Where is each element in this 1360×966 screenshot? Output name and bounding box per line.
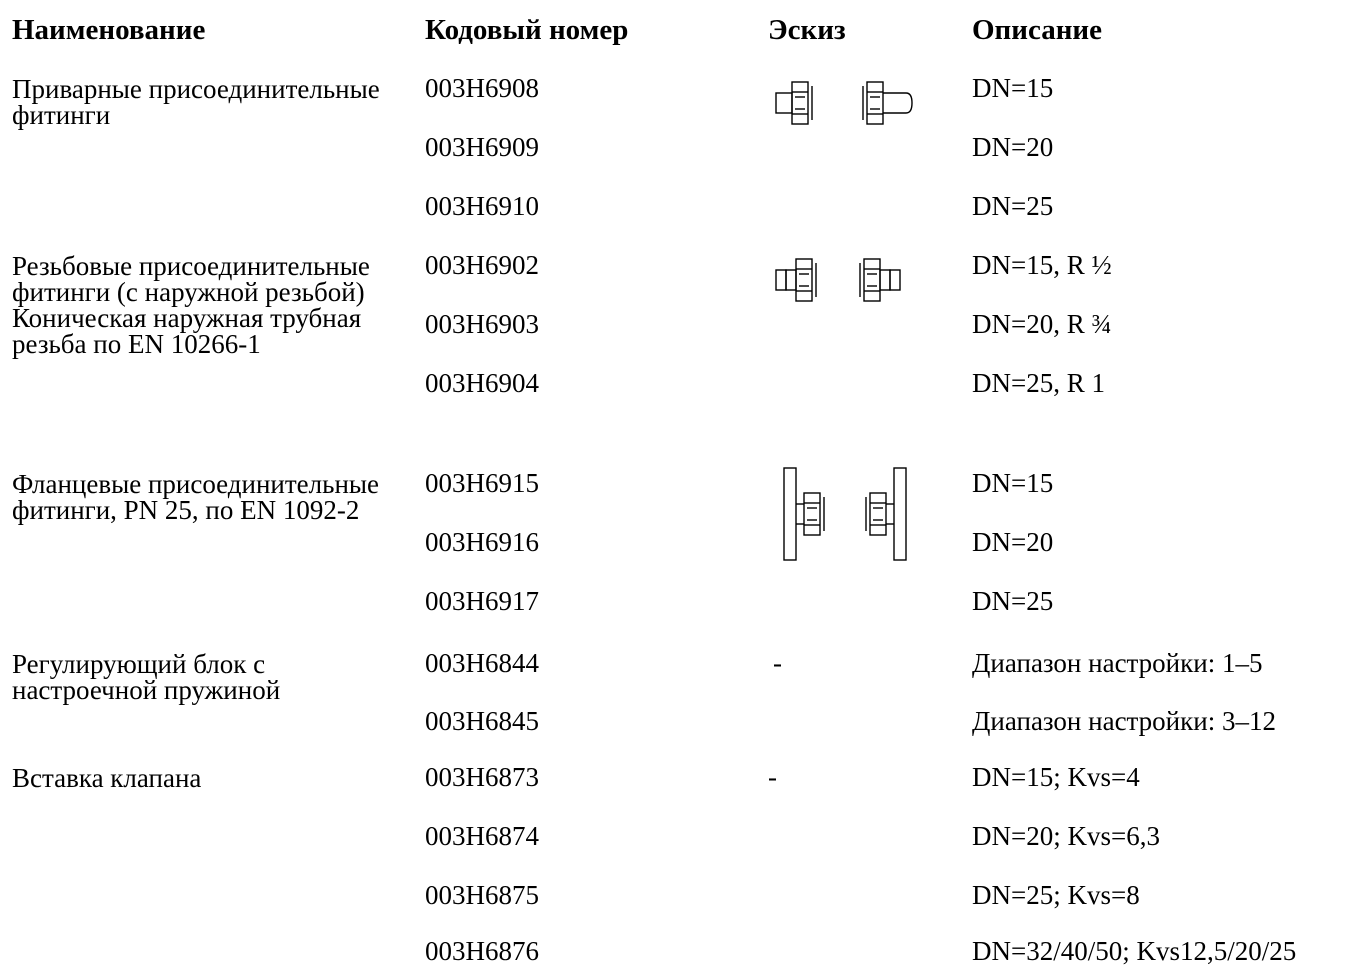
description-cell: DN=20 <box>972 132 1054 162</box>
description-cell: DN=32/40/50; Kvs12,5/20/25 <box>972 936 1297 966</box>
code-cell: 003H6844 <box>425 648 539 678</box>
description-cell: DN=15 <box>972 468 1054 498</box>
group-name-threaded-fittings: Резьбовые присоединительные фитинги (с наружной резьбой) Коническая наружная трубная резьба по EN 10266-1 <box>12 251 370 359</box>
header-description: Описание <box>972 14 1102 46</box>
code-cell: 003H6874 <box>425 821 539 851</box>
group-name-weld-fittings: Приварные присоединительные фитинги <box>12 74 380 130</box>
code-cell: 003H6903 <box>425 309 539 339</box>
header-code: Кодовый номер <box>425 14 629 46</box>
description-cell: DN=20; Kvs=6,3 <box>972 821 1160 851</box>
threaded-fitting-icon <box>770 255 920 307</box>
weld-fitting-icon <box>770 78 920 130</box>
code-cell: 003H6876 <box>425 936 539 966</box>
header-sketch: Эскиз <box>768 14 846 46</box>
description-cell: DN=20, R ¾ <box>972 309 1112 339</box>
header-name: Наименование <box>12 14 206 46</box>
code-cell: 003H6902 <box>425 250 539 280</box>
group-name-valve-insert: Вставка клапана <box>12 763 202 793</box>
description-cell: DN=25 <box>972 586 1054 616</box>
code-cell: 003H6875 <box>425 880 539 910</box>
group-name-regulating-block: Регулирующий блок с настроечной пружиной <box>12 649 281 705</box>
code-cell: 003H6909 <box>425 132 539 162</box>
description-cell: Диапазон настройки: 3–12 <box>972 706 1276 736</box>
description-cell: DN=25; Kvs=8 <box>972 880 1140 910</box>
code-cell: 003H6904 <box>425 368 539 398</box>
code-cell: 003H6873 <box>425 762 539 792</box>
description-cell: DN=15, R ½ <box>972 250 1112 280</box>
code-cell: 003H6908 <box>425 73 539 103</box>
flange-fitting-icon <box>770 464 920 564</box>
description-cell: DN=15; Kvs=4 <box>972 762 1140 792</box>
code-cell: 003H6917 <box>425 586 539 616</box>
description-cell: DN=25 <box>972 191 1054 221</box>
description-cell: Диапазон настройки: 1–5 <box>972 648 1263 678</box>
description-cell: DN=15 <box>972 73 1054 103</box>
code-cell: 003H6916 <box>425 527 539 557</box>
code-cell: 003H6910 <box>425 191 539 221</box>
description-cell: DN=20 <box>972 527 1054 557</box>
code-cell: 003H6915 <box>425 468 539 498</box>
description-cell: DN=25, R 1 <box>972 368 1105 398</box>
sketch-placeholder: - <box>773 648 782 678</box>
code-cell: 003H6845 <box>425 706 539 736</box>
group-name-flange-fittings: Фланцевые присоединительные фитинги, PN 25, по EN 1092-2 <box>12 469 380 525</box>
sketch-placeholder: - <box>768 762 777 792</box>
